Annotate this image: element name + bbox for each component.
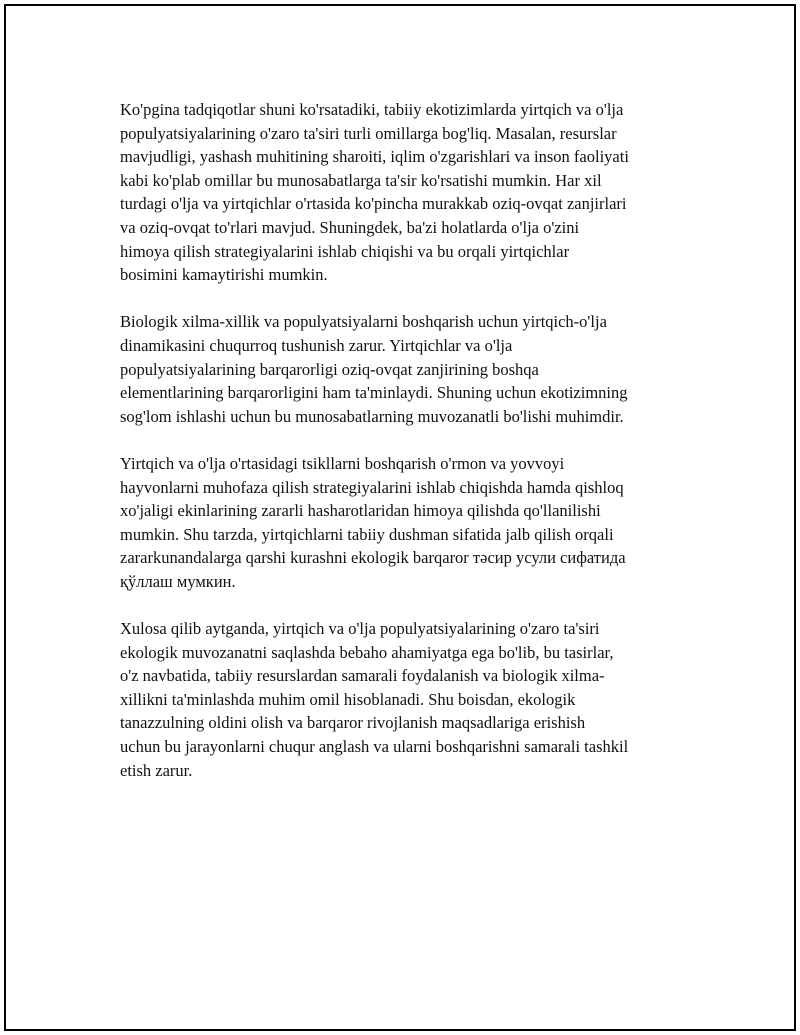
text-line: va oziq-ovqat to'rlari mavjud. Shuningdek, ba'zi holatlarda o'lja o'zini	[120, 217, 580, 237]
text-line: uchun bu jarayonlarni chuqur anglash va ularni boshqarishni samarali tashkil	[120, 737, 629, 757]
text-line: elementlarining barqarorligini ham ta'minlaydi. Shuning uchun ekotizimning	[120, 383, 628, 403]
text-line: mavjudligi, yashash muhitining sharoiti, iqlim o'zgarishlari va inson faoliyati	[120, 147, 629, 167]
paragraph-2	[120, 310, 700, 428]
text-line: Yirtqich va o'lja o'rtasidagi tsikllarni boshqarish o'rmon va yovvoyi	[120, 453, 565, 473]
text-line: kabi ko'plab omillar bu munosabatlarga ta'sir ko'rsatishi mumkin. Har xil	[120, 170, 602, 190]
text-line: hayvonlarni muhofaza qilish strategiyalarini ishlab chiqishda hamda qishloq	[120, 477, 624, 497]
document-body	[120, 98, 700, 806]
text-line: o'z navbatida, tabiiy resurslardan samarali foydalanish va biologik xilma-	[120, 666, 605, 686]
text-line: turdagi o'lja va yirtqichlar o'rtasida ko'pincha murakkab oziq-ovqat zanjirlari	[120, 194, 627, 214]
paragraph-1	[120, 98, 700, 287]
page-frame	[4, 4, 796, 1031]
text-line: xo'jaligi ekinlarining zararli hasharotlaridan himoya qilishda qo'llanilishi	[120, 501, 601, 521]
text-line: sog'lom ishlashi uchun bu munosabatlarning muvozanatli bo'lishi muhimdir.	[120, 406, 624, 426]
text-line: zararkunandalarga qarshi kurashni ekologik barqaror тәсир усули сифатида	[120, 548, 626, 568]
text-line: populyatsiyalarining barqarorligi oziq-ovqat zanjirining boshqa	[120, 359, 539, 379]
text-line: xillikni ta'minlashda muhim omil hisoblanadi. Shu boisdan, ekologik	[120, 689, 576, 709]
text-line: populyatsiyalarining o'zaro ta'siri turli omillarga bog'liq. Masalan, resurslar	[120, 123, 617, 143]
text-line: Xulosa qilib aytganda, yirtqich va o'lja populyatsiyalarining o'zaro ta'siri	[120, 619, 600, 639]
text-line: etish zarur.	[120, 760, 193, 780]
paragraph-3	[120, 452, 700, 594]
paragraph-4	[120, 617, 700, 782]
text-line: ekologik muvozanatni saqlashda bebaho ahamiyatga ega bo'lib, bu tasirlar,	[120, 642, 614, 662]
text-line: bosimini kamaytirishi mumkin.	[120, 265, 328, 285]
text-line: tanazzulning oldini olish va barqaror rivojlanish maqsadlariga erishish	[120, 713, 586, 733]
text-line: Ko'pgina tadqiqotlar shuni ko'rsatadiki, tabiiy ekotizimlarda yirtqich va o'lja	[120, 100, 624, 119]
text-line: dinamikasini chuqurroq tushunish zarur. Yirtqichlar va o'lja	[120, 335, 513, 355]
text-line: himoya qilish strategiyalarini ishlab chiqishi va bu orqali yirtqichlar	[120, 241, 570, 261]
text-line: Biologik xilma-xillik va populyatsiyalarni boshqarish uchun yirtqich-o'lja	[120, 312, 607, 332]
text-line: қўллаш мумкин.	[120, 571, 236, 591]
text-line: mumkin. Shu tarzda, yirtqichlarni tabiiy dushman sifatida jalb qilish orqali	[120, 524, 614, 544]
